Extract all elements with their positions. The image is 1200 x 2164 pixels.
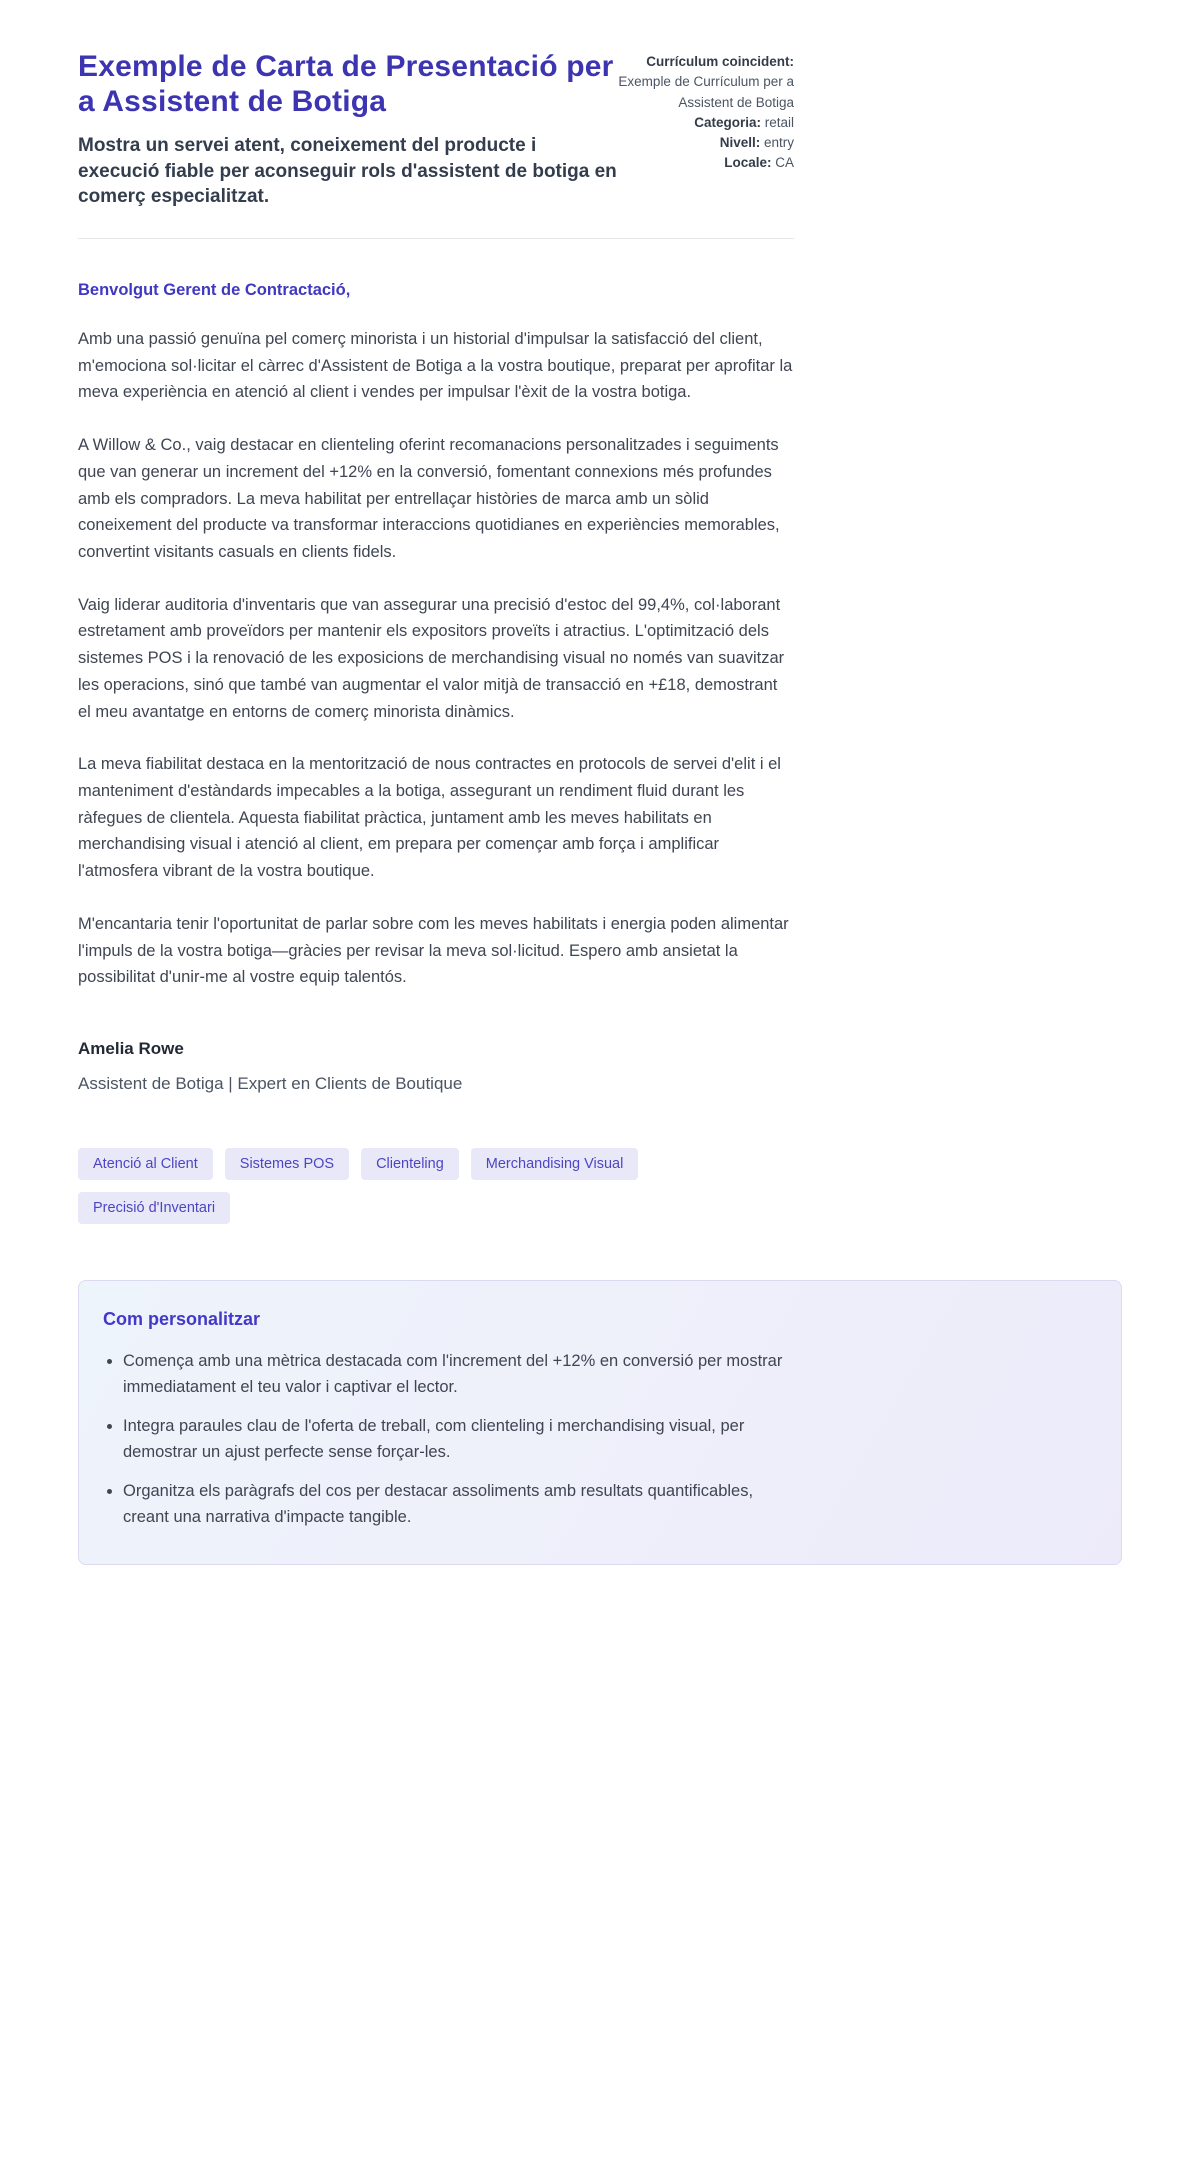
signature-role: Assistent de Botiga | Expert en Clients de Boutique <box>78 1074 463 1094</box>
letter-paragraph: A Willow & Co., vaig destacar en clienteling oferint recomanacions personalitzades i seguiments que van generar un increment del +12% en la conversió, fomentant connexions més profundes amb els compradors. La meva habilitat per entrellaçar històries de marca amb un sòlid coneixement del producte va transformar interaccions quotidianes en experiències memorables, convertint visitants casuals en clients fidels. <box>78 436 780 561</box>
cover-letter-body <box>78 281 794 1094</box>
skill-tag: Precisió d'Inventari <box>78 1192 230 1224</box>
header-title-block <box>78 50 618 210</box>
category-label: Categoria: <box>694 114 761 130</box>
skill-tag: Clienteling <box>361 1148 459 1180</box>
letter-paragraph: M'encantaria tenir l'oportunitat de parlar sobre com les meves habilitats i energia poden alimentar l'impuls de la vostra botiga—gràcies per revisar la meva sol·licitud. Espero amb ansietat la possibilitat d'unir-me al vostre equip talentós. <box>78 914 789 987</box>
matching-resume-row <box>618 52 794 113</box>
category-value: retail <box>764 114 794 130</box>
tips-list <box>103 1348 1081 1530</box>
level-label: Nivell: <box>719 135 761 150</box>
level-value: entry <box>763 135 794 150</box>
letter-paragraph: La meva fiabilitat destaca en la mentorització de nous contractes en protocols de servei d'elit i el manteniment d'estàndards impecables a la botiga, assegurant un rendiment fluid durant les ràfegues de clientela. Aquesta fiabilitat pràctica, juntament amb les meves habilitats en merchandising visual i atenció al client, em prepara per començar amb força i amplificar l'atmosfera vibrant de la vostra boutique. <box>78 755 781 881</box>
tip-item: • Integra paraules clau de l'oferta de treball, com clienteling i merchandising visual, per demostrar un ajust perfecte sense forçar-les. <box>123 1413 803 1465</box>
letter-paragraph: Vaig liderar auditoria d'inventaris que van assegurar una precisió d'estoc del 99,4%, col·laborant estretament amb proveïdors per mantenir els expositors proveïts i atractius. L'optimització dels sistemes POS i la renovació de les exposicions de merchandising visual no només van suavitzar les operacions, sinó que també van augmentar el valor mitjà de transacció en +£18, demostrant el meu avantatge en entorns de comerç minorista dinàmics. <box>78 595 785 721</box>
page <box>78 0 1122 1565</box>
page-subtitle: Mostra un servei atent, coneixement del producte i execució fiable per aconseguir rols d'assistent de botiga en comerç especialitzat. <box>78 135 617 208</box>
skill-tag: Sistemes POS <box>225 1148 349 1180</box>
header-divider <box>78 238 794 239</box>
category-row <box>618 113 794 133</box>
tips-heading: Com personalitzar <box>103 1309 261 1330</box>
resume-meta-panel <box>618 50 794 174</box>
signature-name: Amelia Rowe <box>78 1039 184 1059</box>
tip-item: • Comença amb una mètrica destacada com l'increment del +12% en conversió per mostrar immediatament el teu valor i captivar el lector. <box>123 1348 803 1400</box>
locale-value: CA <box>775 155 794 171</box>
level-row <box>618 133 794 153</box>
customization-tips-callout <box>78 1280 1122 1565</box>
skill-tag: Atenció al Client <box>78 1148 213 1180</box>
tip-item: • Organitza els paràgrafs del cos per destacar assoliments amb resultats quantificables, creant una narrativa d'impacte tangible. <box>123 1478 803 1530</box>
page-title: Exemple de Carta de Presentació per a Assistent de Botiga <box>78 50 614 118</box>
skill-tag: Merchandising Visual <box>471 1148 639 1180</box>
matching-resume-value: Exemple de Currículum per a Assistent de Botiga <box>618 74 794 110</box>
document-header <box>78 50 794 210</box>
letter-paragraph: Amb una passió genuïna pel comerç minorista i un historial d'impulsar la satisfacció del client, m'emociona sol·licitar el càrrec d'Assistent de Botiga a la vostra boutique, preparat per aprofitar la meva experiència en atenció al client i vendes per impulsar l'èxit de la vostra botiga. <box>78 329 793 402</box>
matching-resume-label: Currículum coincident: <box>646 54 794 69</box>
locale-row <box>618 153 794 173</box>
locale-label: Locale: <box>724 155 772 171</box>
skill-tags <box>78 1148 794 1224</box>
content-column <box>78 50 794 1224</box>
letter-greeting: Benvolgut Gerent de Contractació, <box>78 280 351 299</box>
